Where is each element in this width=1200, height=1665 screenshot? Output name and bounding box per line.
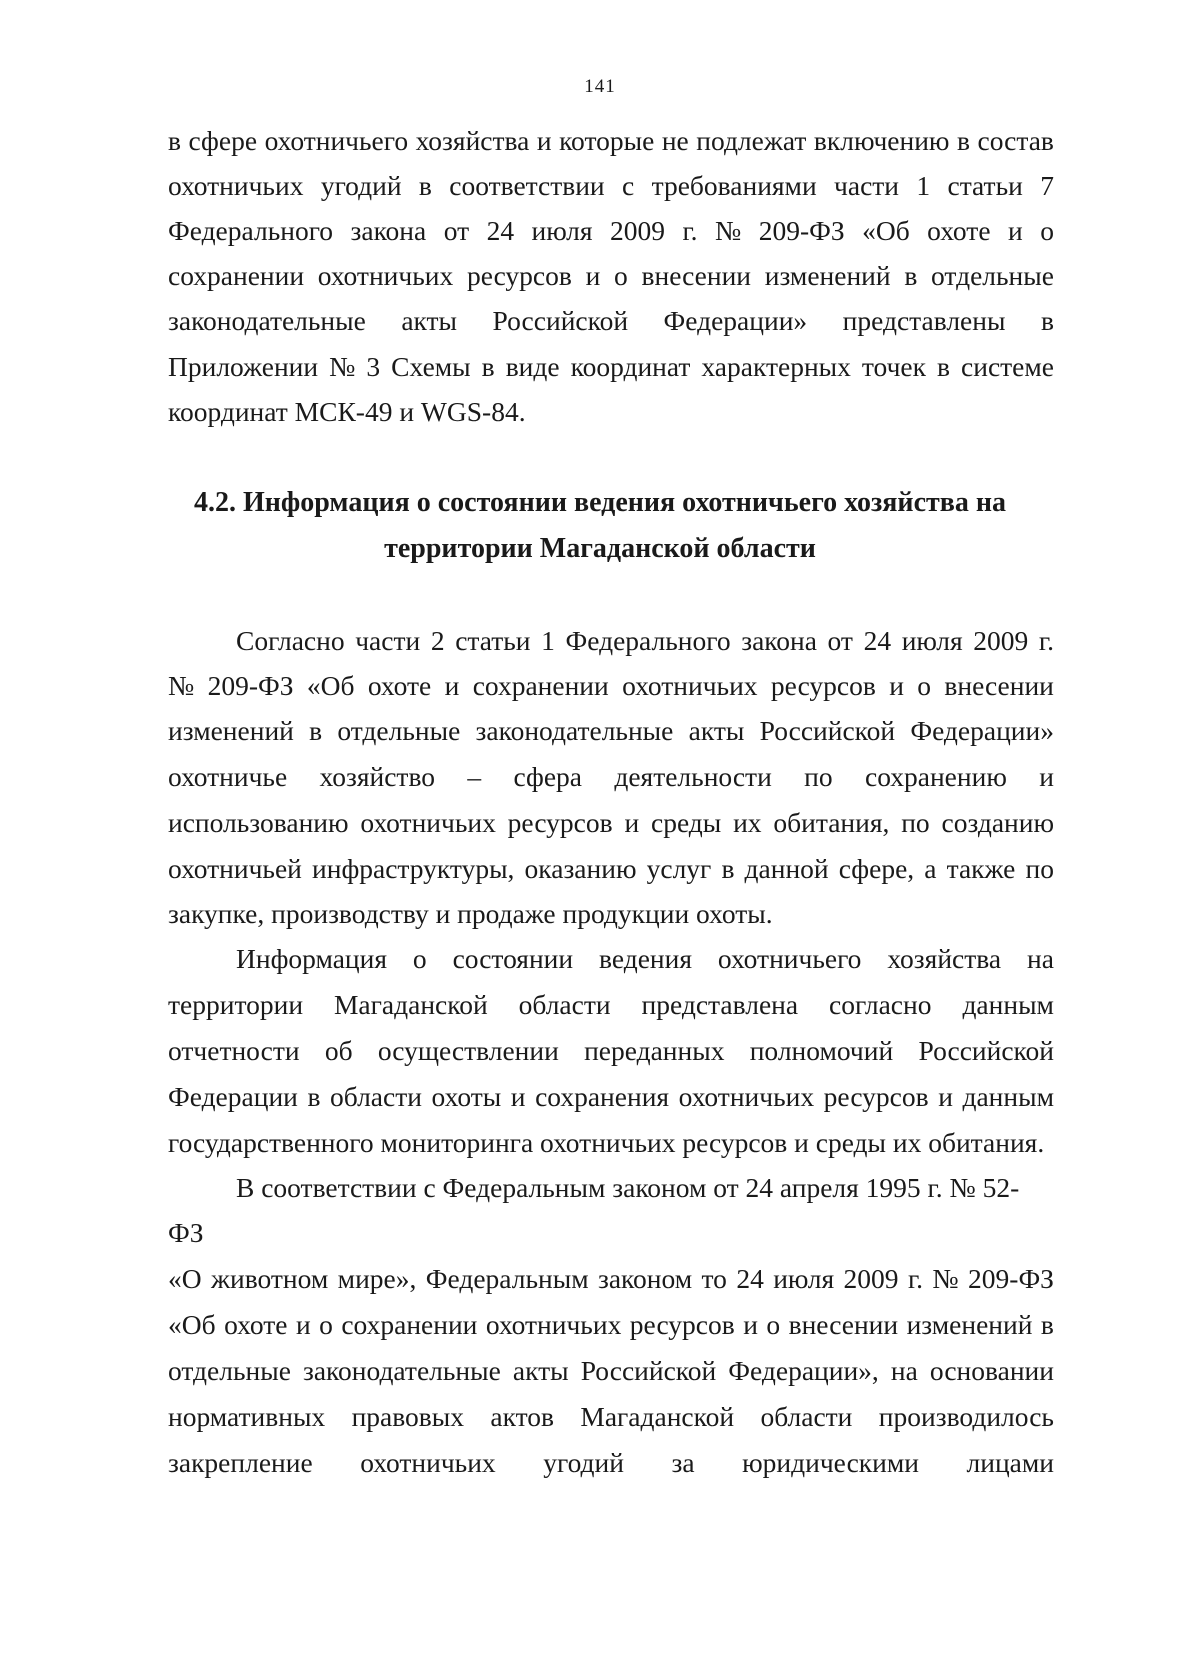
- word: Схемы: [391, 351, 471, 382]
- word: использованию: [168, 807, 349, 838]
- word: и: [624, 807, 640, 838]
- word: сфере: [188, 125, 258, 156]
- word: «Об: [862, 215, 910, 246]
- word: Федерального: [565, 625, 731, 656]
- word: а: [924, 853, 937, 884]
- word: «Об: [168, 1309, 216, 1340]
- word: статьи: [947, 170, 1023, 201]
- word: в: [168, 125, 181, 156]
- word: Приложении: [168, 351, 319, 382]
- word: Российской: [759, 715, 896, 746]
- word: на: [890, 1355, 918, 1386]
- word: г.: [1038, 625, 1054, 656]
- word: закона: [350, 215, 427, 246]
- word: 1: [541, 625, 555, 656]
- word: 2009: [973, 625, 1029, 656]
- word: с: [622, 170, 635, 201]
- word: Федерации»: [663, 305, 808, 336]
- word: законом: [597, 1263, 693, 1294]
- word: охоте: [927, 215, 991, 246]
- word: охоте: [367, 670, 432, 701]
- word: об: [324, 1035, 353, 1066]
- text-line: [168, 1354, 1054, 1388]
- text-line: В соответствии с Федеральным законом от 24 апреля 1995 г. № 52-: [236, 1172, 1020, 1203]
- word: Магаданской: [333, 989, 488, 1020]
- word: то: [701, 1263, 727, 1294]
- word: о: [614, 260, 628, 291]
- word: изменений: [906, 1309, 1033, 1340]
- word: состав: [977, 125, 1054, 156]
- word: нормативных: [168, 1401, 326, 1432]
- word: 1: [916, 170, 931, 201]
- word: характерных: [701, 351, 851, 382]
- word: по: [901, 807, 930, 838]
- word: акты: [688, 715, 745, 746]
- word: внесении: [788, 1309, 899, 1340]
- word: и: [1039, 761, 1054, 792]
- word: охоты: [431, 1081, 502, 1112]
- word: изменений: [168, 715, 294, 746]
- word: охотничьей: [168, 853, 302, 884]
- word: полномочий: [749, 1035, 894, 1066]
- word: по: [1025, 853, 1054, 884]
- word: сфера: [513, 761, 582, 792]
- text-line: закупке, производству и продаже продукции охоты.: [168, 898, 773, 929]
- word: и: [1008, 215, 1023, 246]
- word: акты: [512, 1355, 569, 1386]
- text-line: [168, 124, 1054, 158]
- word: и: [889, 670, 904, 701]
- word: от: [443, 215, 470, 246]
- word: о: [917, 670, 932, 701]
- word: в: [957, 125, 970, 156]
- word: в: [1040, 305, 1054, 336]
- word: сохранении: [341, 1309, 478, 1340]
- word: 209-ФЗ: [758, 215, 845, 246]
- text-line: [168, 1446, 1054, 1480]
- word: области: [518, 989, 611, 1020]
- word: в: [1040, 1309, 1054, 1340]
- word: в: [937, 351, 951, 382]
- word: и: [743, 1309, 758, 1340]
- text-line: [168, 169, 1054, 203]
- word: ресурсов: [770, 670, 876, 701]
- word: животном: [211, 1263, 329, 1294]
- word: основании: [929, 1355, 1054, 1386]
- text-line: [168, 852, 1054, 886]
- word: точек: [861, 351, 926, 382]
- word: 2009: [609, 215, 665, 246]
- word: охотничьих: [360, 807, 496, 838]
- word: 2: [430, 625, 445, 656]
- section-heading-line-2: территории Магаданской области: [384, 533, 816, 564]
- text-line: [168, 760, 1054, 794]
- word: «О: [168, 1263, 202, 1294]
- text-line: [168, 1308, 1054, 1342]
- word: ресурсов: [629, 1309, 735, 1340]
- word: и: [510, 1081, 526, 1112]
- word: Федеральным: [425, 1263, 589, 1294]
- section-heading-line-1: 4.2. Информация о состоянии ведения охотничьего хозяйства на: [194, 487, 1006, 518]
- word: изменений: [764, 260, 891, 291]
- word: 7: [1040, 170, 1054, 201]
- word: охотничьего: [264, 125, 409, 156]
- word: на: [1027, 943, 1054, 974]
- word: охотничьих: [678, 1081, 815, 1112]
- word: внесении: [944, 670, 1054, 701]
- word: Магаданской: [580, 1401, 735, 1432]
- word: отдельные: [931, 260, 1054, 291]
- text-line: [236, 624, 1054, 658]
- word: 24: [736, 1263, 764, 1294]
- word: 3: [366, 351, 381, 382]
- word: №: [714, 215, 742, 246]
- word: данным: [962, 989, 1054, 1020]
- text-line: [168, 1034, 1054, 1068]
- word: представлена: [641, 989, 799, 1020]
- word: Согласно: [236, 625, 345, 656]
- word: Федерации: [168, 1081, 298, 1112]
- text-line: [168, 806, 1054, 840]
- page-number: 141: [584, 76, 616, 97]
- word: хозяйства: [887, 943, 1002, 974]
- text-line: [168, 304, 1054, 338]
- word: отдельные: [168, 1355, 291, 1386]
- word: области: [330, 1081, 422, 1112]
- word: среды: [650, 807, 722, 838]
- word: ресурсов: [507, 807, 613, 838]
- word: июля: [531, 215, 593, 246]
- word: обитания,: [773, 807, 890, 838]
- word: закрепление: [168, 1447, 313, 1478]
- word: законодательные: [302, 1355, 501, 1386]
- word: данной: [744, 853, 829, 884]
- word: июля: [773, 1263, 835, 1294]
- word: актов: [490, 1401, 554, 1432]
- word: –: [467, 761, 482, 792]
- word: Информация: [236, 943, 387, 974]
- word: также: [946, 853, 1016, 884]
- word: «Об: [306, 670, 355, 701]
- text-line: координат МСК-49 и WGS-84.: [168, 396, 526, 427]
- word: 209-ФЗ: [207, 670, 294, 701]
- word: охотничьих: [360, 1447, 496, 1478]
- word: услуг: [646, 853, 712, 884]
- word: №: [329, 351, 356, 382]
- word: данным: [962, 1081, 1054, 1112]
- text-line: [168, 1400, 1054, 1434]
- word: сохранении: [168, 260, 305, 291]
- word: Федерации»: [910, 715, 1054, 746]
- word: №: [168, 670, 195, 701]
- word: состоянии: [452, 943, 574, 974]
- word: переданных: [584, 1035, 725, 1066]
- word: 24: [486, 215, 515, 246]
- word: согласно: [829, 989, 932, 1020]
- word: их: [733, 807, 762, 838]
- text-line: [236, 942, 1054, 976]
- word: законодательные: [168, 305, 366, 336]
- word: законодательные: [475, 715, 674, 746]
- text-line: [168, 214, 1054, 248]
- word: от: [827, 625, 853, 656]
- text-line: [168, 714, 1054, 748]
- word: акты: [401, 305, 458, 336]
- word: г.: [907, 1263, 923, 1294]
- word: осуществлении: [377, 1035, 559, 1066]
- text-line: [168, 669, 1054, 703]
- word: системе: [961, 351, 1054, 382]
- word: и: [938, 1081, 953, 1112]
- word: инфраструктуры,: [312, 853, 515, 884]
- word: и: [444, 670, 460, 701]
- word: Российской: [918, 1035, 1054, 1066]
- text-line: [168, 988, 1054, 1022]
- word: сохранении: [472, 670, 609, 701]
- word: охотничьих: [317, 260, 454, 291]
- word: закона: [741, 625, 817, 656]
- word: 2009: [843, 1263, 899, 1294]
- word: координат: [570, 351, 691, 382]
- word: деятельности: [614, 761, 772, 792]
- word: сохранения: [535, 1081, 670, 1112]
- word: созданию: [941, 807, 1054, 838]
- word: Российской: [580, 1355, 717, 1386]
- word: отчетности: [168, 1035, 300, 1066]
- word: сохранению: [864, 761, 1007, 792]
- word: в: [481, 351, 495, 382]
- word: и: [295, 1309, 311, 1340]
- word: ресурсов: [823, 1081, 929, 1112]
- word: Российской: [492, 305, 629, 336]
- text-line: ФЗ: [168, 1217, 204, 1248]
- word: охотничьих: [622, 670, 758, 701]
- word: Федерального: [168, 215, 334, 246]
- word: представлены: [842, 305, 1006, 336]
- word: охотничьих: [168, 170, 304, 201]
- word: в: [309, 715, 323, 746]
- word: №: [932, 1263, 959, 1294]
- word: охотничьих: [485, 1309, 622, 1340]
- word: лицами: [966, 1447, 1054, 1478]
- word: мире»,: [337, 1263, 417, 1294]
- text-line: [168, 350, 1054, 384]
- word: Федерации»,: [728, 1355, 879, 1386]
- word: соответствии: [449, 170, 605, 201]
- word: хозяйство: [319, 761, 435, 792]
- word: в: [904, 260, 918, 291]
- word: и: [585, 260, 601, 291]
- word: оказанию: [524, 853, 637, 884]
- word: ресурсов: [466, 260, 572, 291]
- word: в: [307, 1081, 321, 1112]
- word: ведения: [599, 943, 692, 974]
- word: охотничье: [168, 761, 288, 792]
- word: не: [661, 125, 689, 156]
- word: требованиями: [651, 170, 817, 201]
- word: включению: [813, 125, 950, 156]
- word: 24: [863, 625, 892, 656]
- word: хозяйства: [415, 125, 530, 156]
- word: правовых: [351, 1401, 464, 1432]
- word: угодий: [320, 170, 402, 201]
- word: охотничьего: [717, 943, 862, 974]
- word: о: [319, 1309, 333, 1340]
- word: которые: [559, 125, 655, 156]
- text-line: [168, 259, 1054, 293]
- word: виде: [505, 351, 560, 382]
- word: г.: [682, 215, 698, 246]
- text-line: [168, 1262, 1054, 1296]
- word: области: [760, 1401, 853, 1432]
- word: отдельные: [337, 715, 461, 746]
- word: подлежат: [696, 125, 807, 156]
- word: части: [355, 625, 421, 656]
- text-line: государственного мониторинга охотничьих ресурсов и среды их обитания.: [168, 1127, 1045, 1158]
- word: сфере,: [838, 853, 915, 884]
- word: о: [1040, 215, 1054, 246]
- word: территории: [168, 989, 304, 1020]
- word: и: [536, 125, 552, 156]
- word: статьи: [455, 625, 531, 656]
- word: части: [834, 170, 900, 201]
- word: угодий: [543, 1447, 624, 1478]
- word: 209-ФЗ: [968, 1263, 1054, 1294]
- word: о: [766, 1309, 781, 1340]
- word: внесении: [641, 260, 752, 291]
- word: юридическими: [742, 1447, 919, 1478]
- word: в: [721, 853, 735, 884]
- word: в: [418, 170, 432, 201]
- word: производилось: [878, 1401, 1054, 1432]
- word: о: [412, 943, 427, 974]
- word: июля: [901, 625, 963, 656]
- word: охоте: [224, 1309, 288, 1340]
- word: за: [671, 1447, 695, 1478]
- word: по: [804, 761, 833, 792]
- text-line: [168, 1080, 1054, 1114]
